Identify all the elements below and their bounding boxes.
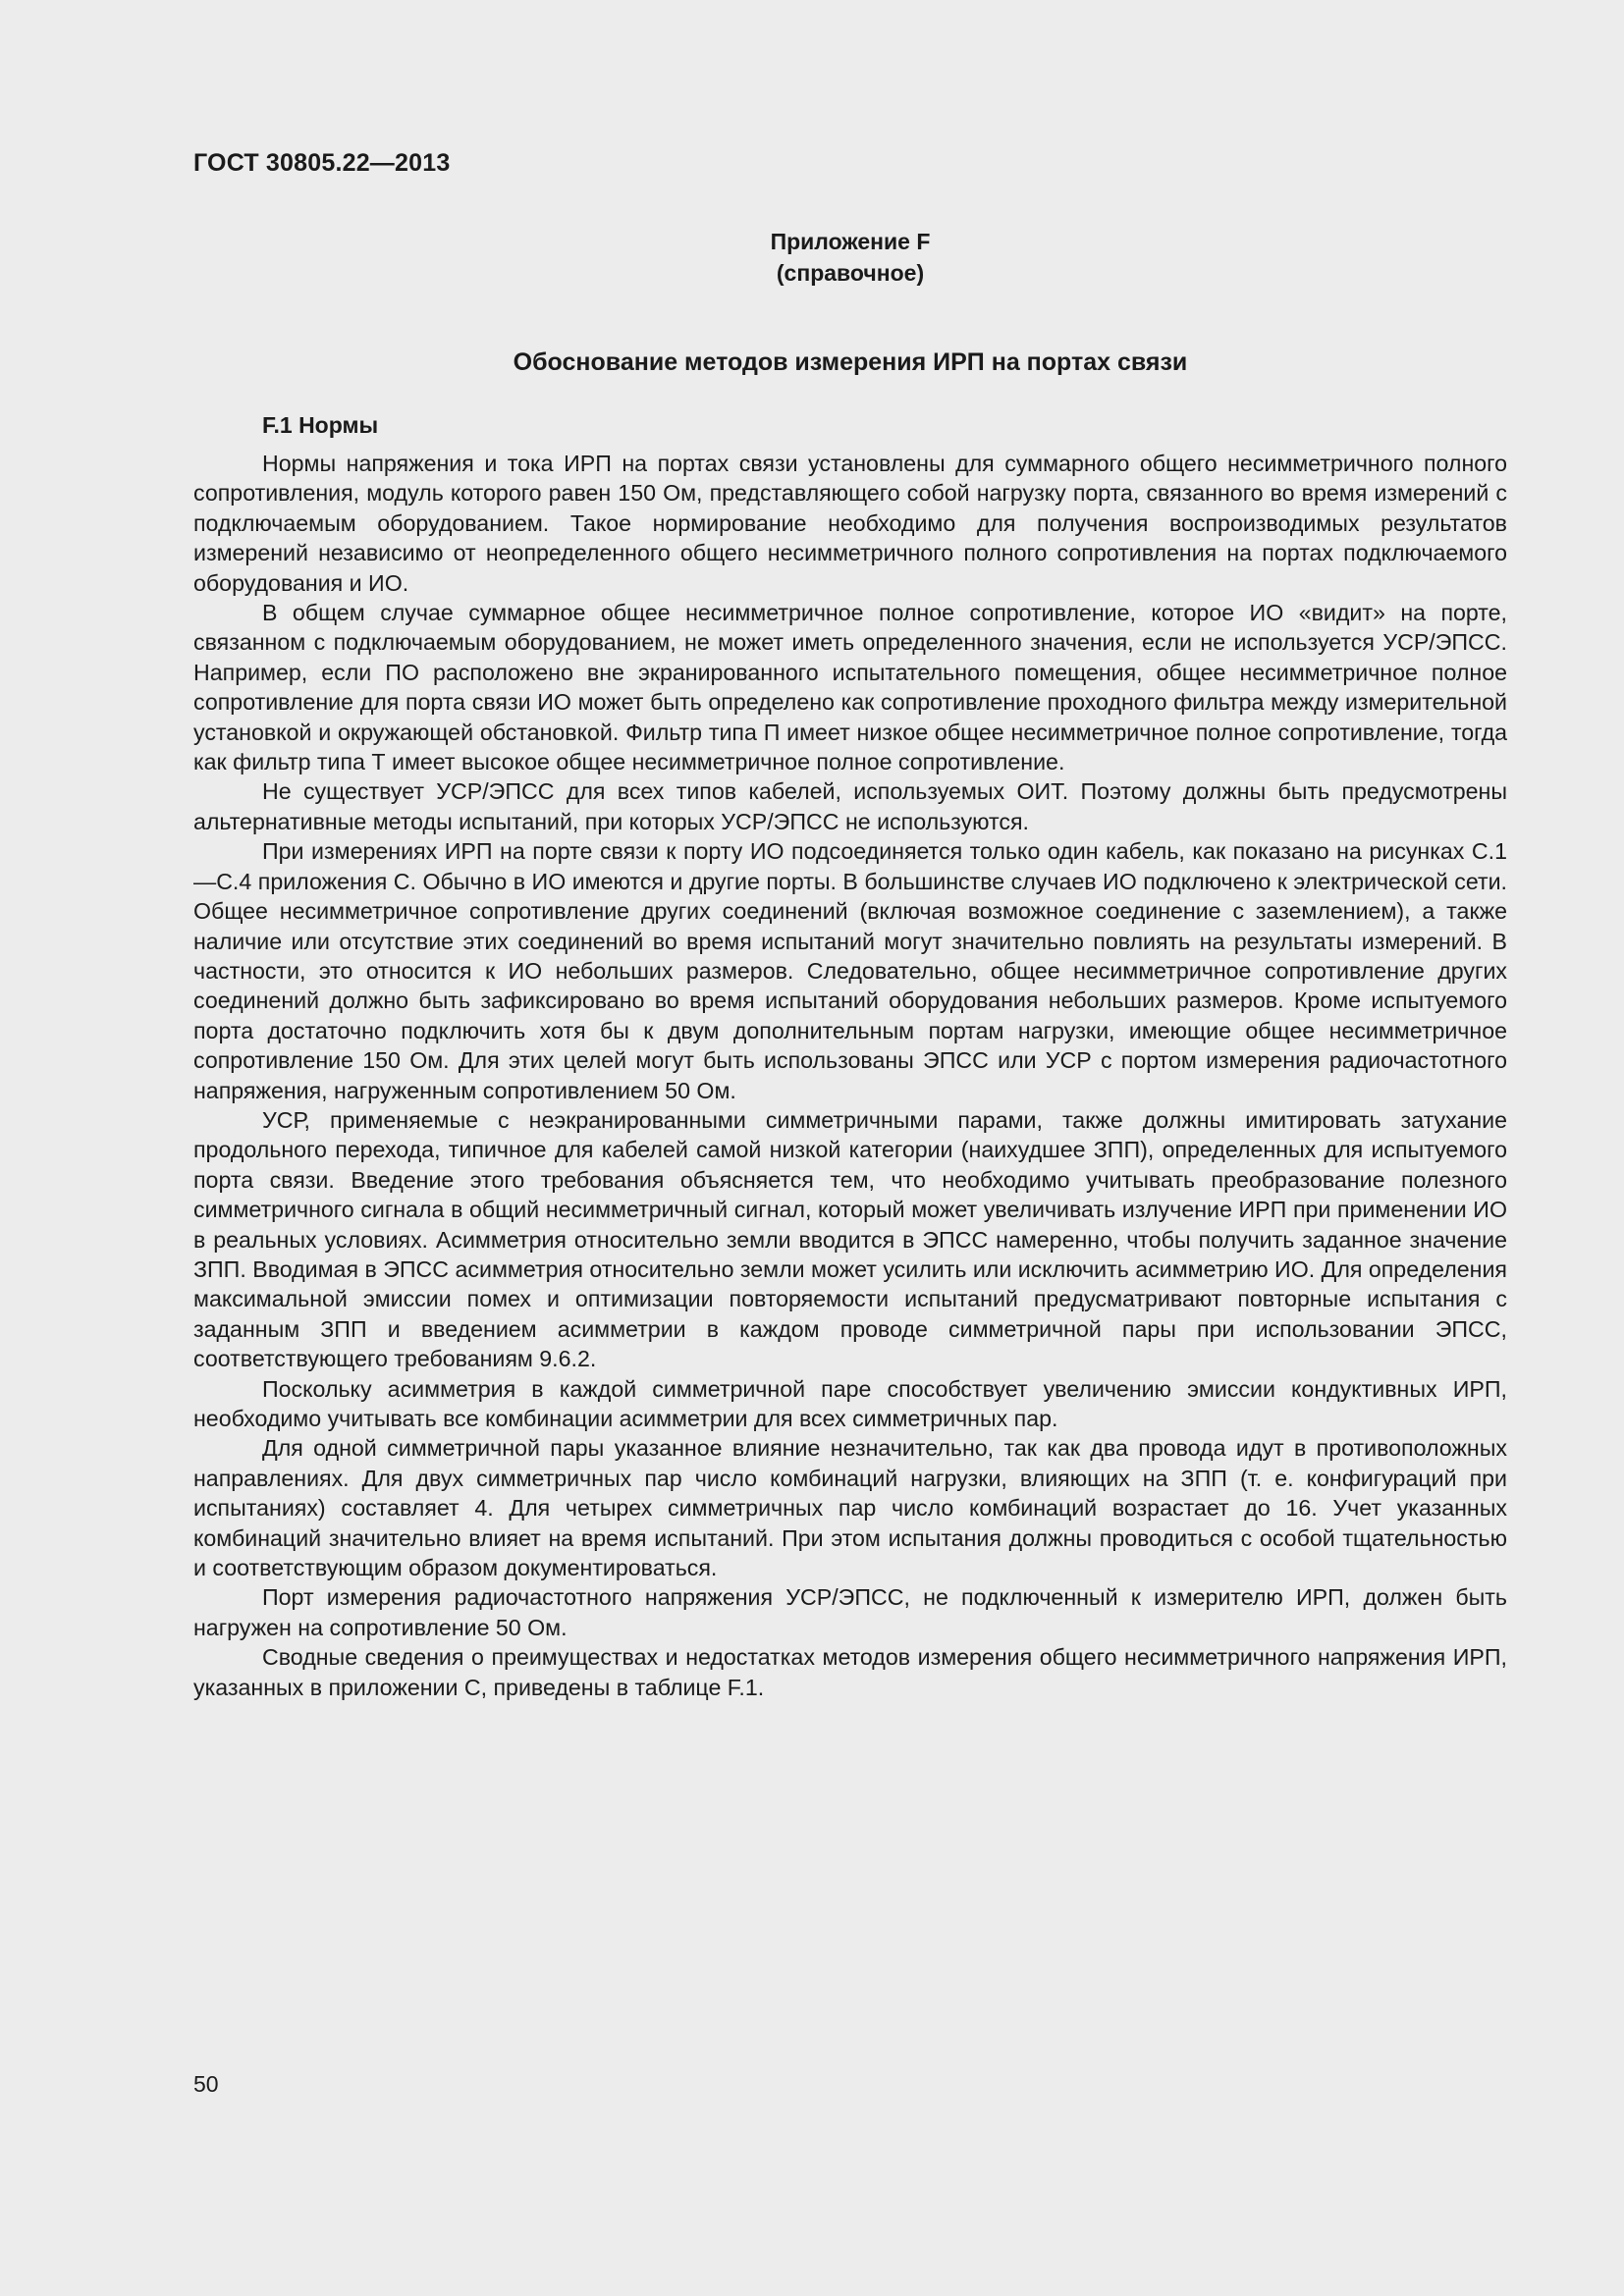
paragraph: Не существует УСР/ЭПСС для всех типов кабелей, используемых ОИТ. Поэтому должны быть предусмотрены альтернативные методы испытаний, при которых УСР/ЭПСС не используются. (193, 778, 1507, 834)
paragraph: Поскольку асимметрия в каждой симметричной паре способствует увеличению эмиссии кондуктивных ИРП, необходимо учитывать все комбинации асимметрии для всех симметричных пар. (193, 1375, 1507, 1431)
paragraph: Нормы напряжения и тока ИРП на портах связи установлены для суммарного общего несимметричного полного сопротивления, модуль которого равен 150 Ом, представляющего собой нагрузку порта, связанного во время измерений с подключаемым оборудованием. Такое нормирование необходимо для получения воспроизводимых результатов измерений независимо от неопределенного общего несимметричного полного сопротивления на портах подключаемого оборудования и ИО. (193, 451, 1507, 596)
paragraph: УСР, применяемые с неэкранированными симметричными парами, также должны имитировать затухание продольного перехода, типичное для кабелей самой низкой категории (наихудшее ЗПП), определенных для испытуемого порта связи. Введение этого требования объясняется тем, что необходимо учитывать преобразование полезного симметричного сигнала в общий несимметричный сигнал, который может увеличивать излучение ИРП при применении ИО в реальных условиях. Асимметрия относительно земли вводится в ЭПСС намеренно, чтобы получить заданное значение ЗПП. Вводимая в ЭПСС асимметрия относительно земли может усилить или исключить асимметрию ИО. Для определения максимальной эмиссии помех и оптимизации повторяемости испытаний предусматривают повторные испытания с заданным ЗПП и введением асимметрии в каждом проводе симметричной пары при использовании ЭПСС, соответствующего требованиям 9.6.2. (193, 1106, 1507, 1372)
section-title: Обоснование методов измерения ИРП на портах связи (513, 348, 1188, 376)
paragraph: В общем случае суммарное общее несимметричное полное сопротивление, которое ИО «видит» на порте, связанном с подключаемым оборудованием, не может иметь определенного значения, если не используется УСР/ЭПСС. Например, если ПО расположено вне экранированного испытательного помещения, общее несимметричное полное сопротивление для порта связи ИО может быть определено как сопротивление проходного фильтра между измерительной установкой и окружающей обстановкой. Фильтр типа П имеет низкое общее несимметричное полное сопротивление, тогда как фильтр типа Т имеет высокое общее несимметричное полное сопротивление. (193, 600, 1507, 775)
appendix-subtitle: (справочное) (776, 260, 925, 286)
paragraph: Для одной симметричной пары указанное влияние незначительно, так как два провода идут в противоположных направлениях. Для двух симметричных пар число комбинаций нагрузки, влияющих на ЗПП (т. е. конфигураций при испытаниях) составляет 4. Для четырех симметричных пар число комбинаций возрастает до 16. Учет указанных комбинаций значительно влияет на время испытаний. При этом испытания должны проводиться с особой тщательностью и соответствующим образом документироваться. (193, 1435, 1507, 1581)
subsection-heading: F.1 Нормы (262, 412, 379, 438)
appendix-heading (0, 226, 1624, 289)
document-code-header: ГОСТ 30805.22—2013 (193, 149, 451, 177)
appendix-title: Приложение F (770, 229, 931, 254)
paragraph: При измерениях ИРП на порте связи к порту ИО подсоединяется только один кабель, как показано на рисунках С.1—С.4 приложения С. Обычно в ИО имеются и другие порты. В большинстве случаев ИО подключено к электрической сети. Общее несимметричное сопротивление других соединений (включая возможное соединение с заземлением), а также наличие или отсутствие этих соединений во время испытаний могут значительно повлиять на результаты измерений. В частности, это относится к ИО небольших размеров. Следовательно, общее несимметричное сопротивление других соединений должно быть зафиксировано во время испытаний оборудования небольших размеров. Кроме испытуемого порта достаточно подключить хотя бы к двум дополнительным портам нагрузки, имеющие общее несимметричное сопротивление 150 Ом. Для этих целей могут быть использованы ЭПСС или УСР с портом измерения радиочастотного напряжения, нагруженным сопротивлением 50 Ом. (193, 838, 1507, 1103)
paragraph: Сводные сведения о преимуществах и недостатках методов измерения общего несимметричного напряжения ИРП, указанных в приложении С, приведены в таблице F.1. (193, 1644, 1507, 1700)
body-text (193, 449, 1507, 1702)
page-number: 50 (193, 2071, 219, 2097)
paragraph: Порт измерения радиочастотного напряжения УСР/ЭПСС, не подключенный к измерителю ИРП, должен быть нагружен на сопротивление 50 Ом. (193, 1584, 1507, 1640)
